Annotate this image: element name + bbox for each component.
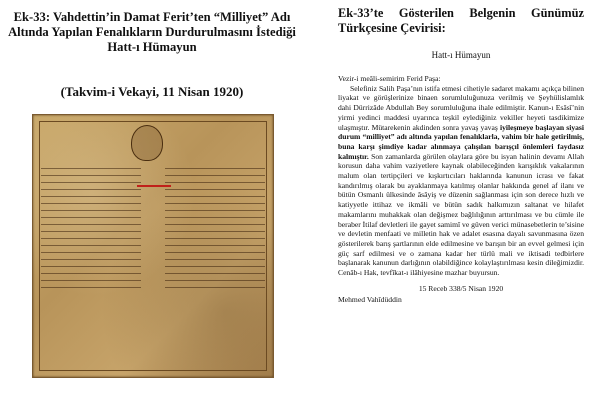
bold-highlight: iyileşmeye başlayan siyasi durum “milliyet” adı altında yapılan fenalıklarla, vahim bir hale getirilmiş, buna karşı şimdiye kadar alınmaya çalışılan barışçıl önlemleri faydasız kalmıştır. <box>338 122 584 161</box>
translation-panel <box>338 6 584 304</box>
left-title: Ek-33: Vahdettin’in Damat Ferit’ten “Milliyet” Adı Altında Yapılan Fenalıkların Durdurulmasını İstediği Hatt-ı Hümayun <box>8 10 296 54</box>
scan-text-column-right <box>165 163 265 367</box>
document-heading: Hatt-ı Hümayun <box>431 50 491 60</box>
scan-text-column-left <box>41 163 141 367</box>
body-part-2: Son zamanlarda görülen olaylara göre bu isyan halinin devamı Allah korusun daha vahim vaziyetlere kaynak olabileceğinden karışıklık vakalarının malum olan tertipçileri ve kışkırtıcıları haklarında kanunun icrası ve fakat kandırılmış olarak bu ayaklanmaya katılmış olanlar hakkında genel af ilanı ve bütün Osmanlı ülkesinde âsâyiş ve düzenin sağlanması için son derece hızlı ve katiyyetle ittihaz ve ikmâli ve bütün sadık halkımızın saltanat ve hilafet makamlarını muhakkak olan değişmez bağlılığının arttırılması ve bu cümle ile beraber İtilaf devletleri ile gayet samimî ve güven verici münasebetlerin te’sisine ve devletin menfaati ve milletin hak ve adalet esasına dayalı savunmasına özen gösterilerek barış şartlarının elde edilmesine ve barışın bir an evvel gelmesi için güç sarf edilmesi ve o zamana kadar her türlü mali ve iktisadi tedbirlere başlanarak kanunun darlığının olabildiğince kolaylaştırılması kesin dileğimizdir. Cenâb-ı Hak, tevfîkat-ı ilâhiyesine mazhar buyursun. <box>338 151 584 278</box>
salutation: Vezir-i meâli-semirim Ferid Paşa: <box>338 74 441 83</box>
newspaper-scan-image <box>32 114 274 378</box>
translation-title: Ek-33’te Gösterilen Belgenin Günümüz Türkçesine Çevirisi: <box>338 6 584 35</box>
left-subtitle: (Takvim-i Vekayi, 11 Nisan 1920) <box>60 84 244 99</box>
body-part-1: Selefiniz Salih Paşa’nın istifa etmesi cihetiyle sadaret makamı açıkça bilinen liyakat ve görüşlerinize binaen sorumluluğunuza verilmiş ve Şeyhülislamlık dahi Dürrizâde Abdullah Bey sorumluluğuna ihale edilmiştir. Kanun-ı Esâsî’nin yirmi yedinci maddesi uyarınca teşkil eylediğiniz vekiller heyeti tasdikimize ulaşmıştır. Mütarekenin akdinden sonra yavaş yavaş <box>338 83 584 132</box>
translation-body <box>338 74 584 278</box>
body-paragraph <box>338 84 584 278</box>
signature: Mehmed Vahîdüddin <box>338 294 402 304</box>
tughra-emblem <box>131 125 163 161</box>
document-date: 15 Receb 338/5 Nisan 1920 <box>418 283 504 293</box>
